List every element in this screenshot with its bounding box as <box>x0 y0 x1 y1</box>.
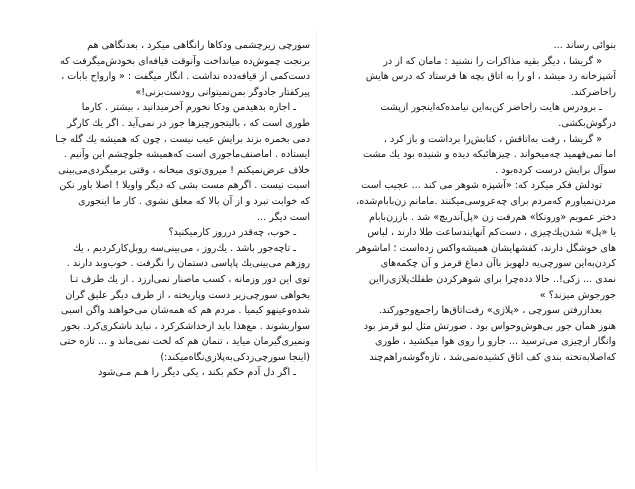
text-line: بعدازرفتن سورچی ، «پلاژی» رفت‌اتاق‌ها راجمع‌وجورکند. <box>378 305 602 317</box>
text-line: « گریشا ، رفت به‌اتاقش ، کتابش‌را برداشت و باز کرد ، <box>383 133 602 145</box>
right-page <box>320 38 616 365</box>
text-line: سورچی زیرچشمی ودکاها رانگاهی میکرد ، بعدنگاهی هم <box>87 40 310 51</box>
text-line: وانگار ازچیزی می‌ترسید ... جارو را روی هوا میکشید ، طوری <box>375 336 616 348</box>
text-line: جورجوش میزند؟ » <box>539 289 616 301</box>
text-line: ـ اجازه بدهیدمن ودکا نخورم آخرمیدانید ، بیشتر . کارما <box>81 102 296 114</box>
text-line: اسبت نیست . اگرهم مست بشی که دیگر واویلا ! اصلا باور نکن <box>59 180 310 192</box>
text-line: آشپزخانه رد میشد ، او را به اتاق بچه ها فرستاد که درس هایش <box>365 71 616 83</box>
text-line: های خوشگل دارند، کفشهایشان همیشه‌واکس زده‌است ؛ اماشوهر <box>356 242 616 254</box>
text-line: طوری است که ، بالیتجورچیزها جور در نمی‌آید . اگر یك کارگر <box>67 117 310 129</box>
text-line: یا «پل» شدن‌یك‌چیزی ، دست‌کم آنهایندساعت طلا دارند ، لباس <box>367 227 616 239</box>
text-line: کردن‌به‌این سورچی‌یه دلهویز باآن دماغ قرمز و آن چکمه‌های <box>380 258 616 270</box>
text-line: ـ اگر دل آدم حکم بکند ، یکی دیگر را هـم مـی‌شود <box>98 367 296 379</box>
text-line: درگوش‌بکشی. <box>558 117 616 129</box>
text-line: « گریشا ، دیگر بقیه مذاکرات را نشنید : مامان که از در <box>383 55 602 67</box>
text-line: برنجت چموش‌ده میانداخت وآنوقت قیافه‌ای بخودش‌میگرفت که <box>59 55 310 67</box>
text-line: سواربشوند . مع‌هذا باید ازخداشکرکرد ، نباید ناشکری‌کرد. بخور <box>61 320 310 332</box>
text-line: است دیگر ... <box>257 211 310 223</box>
left-page <box>14 38 310 381</box>
text-line: پیرکفتار جادوگر بمن‌نمیتوانی رودست‌بزنی!» <box>135 86 310 98</box>
text-line: تودلش فکر میکرد که: «آشپزه شوهر می کند ... عجیب است <box>361 180 602 192</box>
text-line: ونمیری‌گیرمان میاید ، تنمان هم که لخت نمی‌ماند و ... تازه حتی <box>59 336 310 348</box>
text-line: هنوز همان جور بی‌هوش‌وحواس بود . صورتش مثل لبو قرمز بود <box>363 320 616 332</box>
text-line: شده‌وعینهو کیمیا . مردم هم که همه‌شان می‌خواهند واگن اسبی <box>61 305 310 317</box>
text-line: اما نمی‌فهمید چه‌میخواند . چیزهائیکه دیده و شنیده بود یك مشت <box>362 149 616 161</box>
text-line: خلاف عرض‌نمیکنم ! میروی‌توی میخانه ، وقتی برمیگردی‌می‌بینی <box>58 164 310 176</box>
text-line: ـ برودرس هایت راحاضر کن‌به‌این نیامده‌که‌اینجور ازپشت <box>380 102 602 114</box>
text-line: بنوائی رساند ... <box>553 40 616 51</box>
text-line: بخواهی سورچی‌زیر دست وپاریخته ، از طرف دیگر علیق گران <box>65 289 310 301</box>
text-line: نمدی ... زکی!.. حالا دده‌چرا برای شوهرکردن طفلك‌پلاژی‌را‌این <box>368 273 616 285</box>
text-line: دختر عمویم «ورونکا» هم‌رفت زن «پل‌آندریچ» شد . باززن‌بابام <box>368 211 616 223</box>
text-line: توی این دور وزمانه ، کسب ماصنار نمی‌ارزد . از یك طرف تـا <box>69 273 310 285</box>
text-line: دمی بخمره بزند برایش عیب نیست ، چون که همیشه یك گله جـا <box>55 133 310 145</box>
text-line: ـ تاچه‌جور باشد . یك‌روز ، می‌بینی‌سه روبل‌کارکردیم ، یك <box>72 242 296 254</box>
text-line: ـ خوب، چه‌قدر درروز کارمیکنید؟ <box>168 227 296 239</box>
text-line: مردن‌نمیاورم که‌مردم برای چه‌عروسی‌میکنند .مامانم زن‌بابام‌شده، <box>356 195 616 207</box>
text-line: راحاضرکند. <box>570 86 616 98</box>
text-line: سوآل برایش درست کرده‌بود . <box>495 164 616 176</box>
text-line: ایستاده . اماصنف‌ماجوری است که‌همیشه جلوچشم این وآنیم . <box>63 149 310 161</box>
text-line: روزهم می‌بینی‌یك پاپاسی دستمان را نگرفت . خوب‌وبد دارند . <box>66 258 310 270</box>
text-line: (اینجا سورچی‌زدکی‌به‌پلازی‌نگاه‌میکند:) <box>160 351 310 363</box>
page-gutter <box>316 30 317 470</box>
text-line: که‌اصلا‌به‌تخته بندی کف اتاق کشیده‌نمی‌شد ، تازه‌گوشه‌راهم‌چند <box>369 351 616 363</box>
text-line: دست‌کمی از قیافه‌دده نداشت . انگار میگفت : « وارواح بابات ، <box>61 71 310 83</box>
text-line: که خوابت نبرد و از آن بالا که معلق نشوی . کار ما اینجوری <box>78 195 310 207</box>
